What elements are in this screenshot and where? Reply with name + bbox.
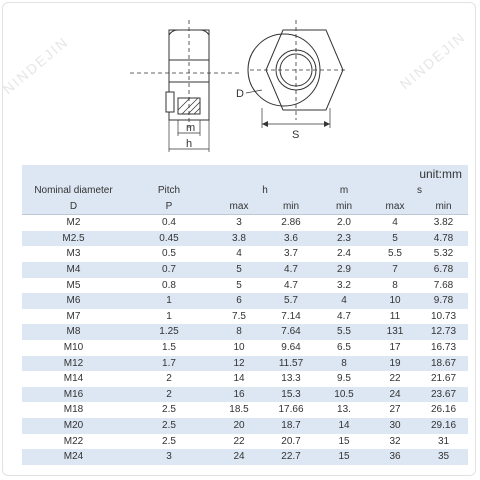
cell-m-min: 5.5: [317, 324, 371, 340]
header-row-1: [22, 183, 468, 199]
cell-pitch: 1: [125, 293, 213, 309]
cell-s-min: 7.68: [419, 278, 468, 294]
label-h: h: [186, 138, 193, 150]
cell-s-min: 26.16: [419, 402, 468, 418]
cell-s-max: 5.5: [371, 246, 419, 262]
label-D: D: [236, 88, 244, 100]
cell-s-max: 19: [371, 356, 419, 372]
nut-side-view: [130, 20, 240, 152]
cell-h-min: 3.7: [265, 246, 317, 262]
header-pitch: Pitch: [125, 183, 213, 199]
dimension-table-panel: [22, 165, 468, 465]
cell-h-min: 7.14: [265, 309, 317, 325]
cell-pitch: 0.4: [125, 215, 213, 231]
cell-s-max: 131: [371, 324, 419, 340]
cell-s-min: 21.67: [419, 371, 468, 387]
cell-nominal-diameter: M22: [22, 434, 125, 450]
header-s: s: [371, 183, 468, 199]
cell-pitch: 2.5: [125, 434, 213, 450]
cell-nominal-diameter: M5: [22, 278, 125, 294]
cell-s-max: 5: [371, 231, 419, 247]
cell-h-max: 12: [213, 356, 265, 372]
cell-h-max: 3: [213, 215, 265, 231]
cell-h-max: 22: [213, 434, 265, 450]
cell-nominal-diameter: M12: [22, 356, 125, 372]
cell-m-min: 8: [317, 356, 371, 372]
cell-m-min: 4.7: [317, 309, 371, 325]
cell-s-max: 32: [371, 434, 419, 450]
cell-h-max: 4: [213, 246, 265, 262]
cell-s-max: 4: [371, 215, 419, 231]
table-row: [22, 278, 468, 294]
unit-row: [22, 165, 468, 183]
cell-m-min: 6.5: [317, 340, 371, 356]
cell-m-min: 2.4: [317, 246, 371, 262]
cell-h-min: 9.64: [265, 340, 317, 356]
cell-nominal-diameter: M2: [22, 215, 125, 231]
unit-label: unit:mm: [419, 167, 462, 181]
table-row: [22, 340, 468, 356]
subheader-m-min: min: [317, 199, 371, 215]
cell-m-min: 14: [317, 418, 371, 434]
cell-s-max: 11: [371, 309, 419, 325]
cell-h-min: 17.66: [265, 402, 317, 418]
watermark-left: NINDEJIN: [0, 33, 72, 98]
cell-s-min: 6.78: [419, 262, 468, 278]
cell-s-max: 22: [371, 371, 419, 387]
label-m: m: [186, 122, 196, 134]
label-S: S: [292, 129, 300, 141]
subheader-h-max: max: [213, 199, 265, 215]
cell-h-max: 5: [213, 278, 265, 294]
cell-h-min: 18.7: [265, 418, 317, 434]
table-row: [22, 402, 468, 418]
table-row: [22, 356, 468, 372]
cell-nominal-diameter: M3: [22, 246, 125, 262]
cell-m-min: 2.3: [317, 231, 371, 247]
cell-s-max: 8: [371, 278, 419, 294]
cell-pitch: 1.7: [125, 356, 213, 372]
table-row: [22, 449, 468, 465]
cell-nominal-diameter: M8: [22, 324, 125, 340]
cell-h-max: 14: [213, 371, 265, 387]
cell-s-max: 30: [371, 418, 419, 434]
cell-s-min: 29.16: [419, 418, 468, 434]
cell-pitch: 0.45: [125, 231, 213, 247]
cell-nominal-diameter: M24: [22, 449, 125, 465]
cell-m-min: 2.9: [317, 262, 371, 278]
cell-pitch: 2.5: [125, 402, 213, 418]
cell-nominal-diameter: M6: [22, 293, 125, 309]
table-row: [22, 418, 468, 434]
cell-s-max: 27: [371, 402, 419, 418]
cell-m-min: 2.0: [317, 215, 371, 231]
cell-nominal-diameter: M2.5: [22, 231, 125, 247]
cell-h-min: 20.7: [265, 434, 317, 450]
cell-s-min: 12.73: [419, 324, 468, 340]
table-row: [22, 215, 468, 231]
cell-nominal-diameter: M20: [22, 418, 125, 434]
table-row: [22, 434, 468, 450]
cell-nominal-diameter: M7: [22, 309, 125, 325]
table-row: [22, 262, 468, 278]
dimension-table: [22, 183, 468, 465]
header-h: h: [213, 183, 317, 199]
cell-s-min: 31: [419, 434, 468, 450]
cell-s-max: 17: [371, 340, 419, 356]
cell-m-min: 15: [317, 434, 371, 450]
cell-s-min: 23.67: [419, 387, 468, 403]
table-row: [22, 324, 468, 340]
cell-pitch: 2.5: [125, 418, 213, 434]
cell-h-max: 10: [213, 340, 265, 356]
cell-pitch: 1.25: [125, 324, 213, 340]
cell-h-min: 4.7: [265, 278, 317, 294]
cell-s-min: 10.73: [419, 309, 468, 325]
cell-h-min: 11.57: [265, 356, 317, 372]
cell-h-max: 7.5: [213, 309, 265, 325]
cell-pitch: 1.5: [125, 340, 213, 356]
cell-h-max: 5: [213, 262, 265, 278]
header-nominal-diameter: Nominal diameter: [22, 183, 125, 199]
cell-s-max: 36: [371, 449, 419, 465]
subheader-s-min: min: [419, 199, 468, 215]
cell-s-min: 3.82: [419, 215, 468, 231]
cell-pitch: 1: [125, 309, 213, 325]
cell-pitch: 3: [125, 449, 213, 465]
cell-s-min: 9.78: [419, 293, 468, 309]
cell-h-min: 13.3: [265, 371, 317, 387]
cell-h-max: 8: [213, 324, 265, 340]
cell-pitch: 0.5: [125, 246, 213, 262]
cell-m-min: 3.2: [317, 278, 371, 294]
cell-m-min: 13.: [317, 402, 371, 418]
cell-s-min: 5.32: [419, 246, 468, 262]
subheader-h-min: min: [265, 199, 317, 215]
cell-nominal-diameter: M14: [22, 371, 125, 387]
cell-pitch: 2: [125, 387, 213, 403]
cell-h-min: 5.7: [265, 293, 317, 309]
cell-s-min: 18.67: [419, 356, 468, 372]
cell-pitch: 0.8: [125, 278, 213, 294]
subheader-s-max: max: [371, 199, 419, 215]
table-row: [22, 387, 468, 403]
watermark-right: NINDEJIN: [396, 28, 469, 93]
cell-h-min: 2.86: [265, 215, 317, 231]
cell-nominal-diameter: M18: [22, 402, 125, 418]
cell-pitch: 2: [125, 371, 213, 387]
table-row: [22, 309, 468, 325]
cell-s-max: 7: [371, 262, 419, 278]
cell-m-min: 4: [317, 293, 371, 309]
subheader-P: P: [125, 199, 213, 215]
cell-nominal-diameter: M4: [22, 262, 125, 278]
cell-m-min: 10.5: [317, 387, 371, 403]
cell-h-min: 15.3: [265, 387, 317, 403]
cell-m-min: 15: [317, 449, 371, 465]
cell-h-min: 22.7: [265, 449, 317, 465]
cell-s-max: 10: [371, 293, 419, 309]
nut-technical-drawing: [0, 0, 480, 165]
table-row: [22, 293, 468, 309]
cell-s-min: 16.73: [419, 340, 468, 356]
cell-nominal-diameter: M10: [22, 340, 125, 356]
cell-h-max: 18.5: [213, 402, 265, 418]
cell-nominal-diameter: M16: [22, 387, 125, 403]
cell-s-min: 4.78: [419, 231, 468, 247]
subheader-D: D: [22, 199, 125, 215]
cell-h-max: 3.8: [213, 231, 265, 247]
table-row: [22, 246, 468, 262]
cell-pitch: 0.7: [125, 262, 213, 278]
cell-s-min: 35: [419, 449, 468, 465]
cell-h-max: 6: [213, 293, 265, 309]
header-m: m: [317, 183, 371, 199]
cell-h-min: 7.64: [265, 324, 317, 340]
cell-h-max: 16: [213, 387, 265, 403]
table-row: [22, 371, 468, 387]
header-row-2: [22, 199, 468, 215]
cell-h-min: 3.6: [265, 231, 317, 247]
table-row: [22, 231, 468, 247]
cell-s-max: 24: [371, 387, 419, 403]
nut-front-view: [246, 20, 345, 128]
cell-m-min: 9.5: [317, 371, 371, 387]
cell-h-min: 4.7: [265, 262, 317, 278]
cell-h-max: 24: [213, 449, 265, 465]
cell-h-max: 20: [213, 418, 265, 434]
